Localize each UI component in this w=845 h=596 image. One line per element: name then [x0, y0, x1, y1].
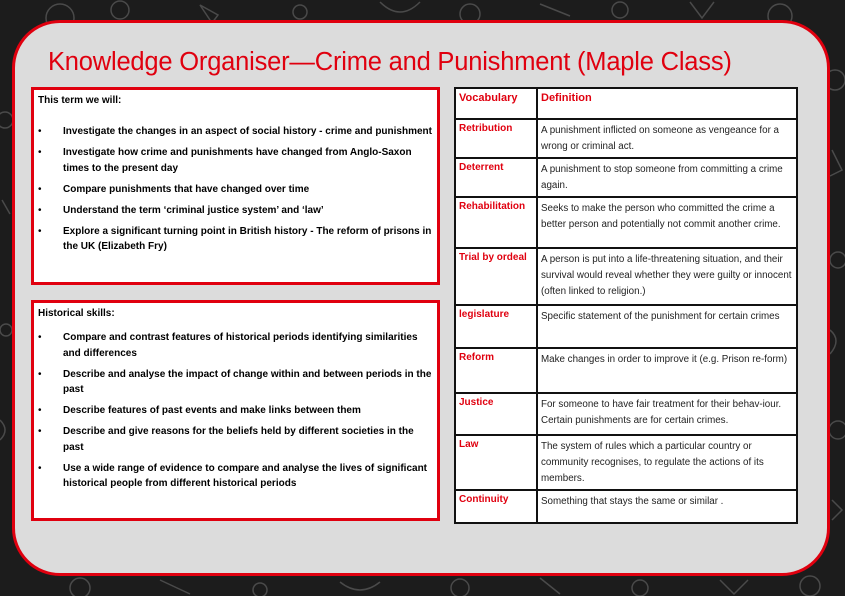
historical-skills-box [31, 300, 440, 521]
historical-skills-heading: Historical skills: [38, 308, 115, 319]
vocab-term: Retribution [455, 119, 537, 158]
vocab-term: Deterrent [455, 158, 537, 197]
list-item: • Compare and contrast features of historical periods identifying similarities and differences [38, 332, 418, 359]
vocab-definition: For someone to have fair treatment for their behav-iour. Certain punishments are for certain crimes. [537, 393, 797, 435]
list-item: • Investigate how crime and punishments have changed from Anglo-Saxon times to the present day [38, 147, 412, 174]
table-row [455, 490, 797, 523]
vocab-definition: The system of rules which a particular country or community recognises, to regulate the actions of its members. [537, 435, 797, 490]
vocab-definition: A person is put into a life-threatening situation, and their survival would reveal whether they were guilty or innocent (often linked to religion.) [537, 248, 797, 305]
list-item: • Use a wide range of evidence to compare and analyse the lives of significant historical people from different historical periods [38, 462, 428, 489]
vocab-definition: Make changes in order to improve it (e.g. Prison re-form) [537, 348, 797, 393]
table-header-row [455, 88, 797, 119]
vocabulary-header: Vocabulary [455, 88, 537, 119]
list-item: • Explore a significant turning point in British history - The reform of prisons in the UK (Elizabeth Fry) [38, 225, 432, 252]
vocab-definition: A punishment inflicted on someone as vengeance for a wrong or criminal act. [537, 119, 797, 158]
vocab-term: Justice [455, 393, 537, 435]
term-goals-box [31, 87, 440, 285]
vocab-definition: A punishment to stop someone from committing a crime again. [537, 158, 797, 197]
historical-skills-list [34, 330, 437, 497]
list-item: • Describe features of past events and make links between them [38, 405, 361, 416]
vocabulary-table [454, 87, 798, 524]
table-row [455, 348, 797, 393]
table-row [455, 393, 797, 435]
vocab-definition: Specific statement of the punishment for certain crimes [537, 305, 797, 348]
table-row [455, 435, 797, 490]
vocab-term: Trial by ordeal [455, 248, 537, 305]
page-title: Knowledge Organiser—Crime and Punishment (Maple Class) [48, 48, 732, 76]
list-item: • Describe and analyse the impact of change within and between periods in the past [38, 368, 432, 395]
table-row [455, 248, 797, 305]
list-item: • Investigate the changes in an aspect of social history - crime and punishment [38, 126, 432, 137]
vocab-definition: Seeks to make the person who committed the crime a better person and potentially not commit another crime. [537, 197, 797, 248]
term-goals-list [34, 124, 437, 260]
list-item: • Compare punishments that have changed over time [38, 183, 310, 195]
vocab-definition: Something that stays the same or similar . [537, 490, 797, 523]
table-row [455, 158, 797, 197]
vocab-term: Rehabilitation [455, 197, 537, 248]
vocab-term: Reform [455, 348, 537, 393]
list-item: • Describe and give reasons for the beliefs held by different societies in the past [38, 426, 414, 453]
list-item: • Understand the term ‘criminal justice system’ and ‘law’ [38, 204, 324, 216]
table-row [455, 305, 797, 348]
vocab-term: Law [455, 435, 537, 490]
table-row [455, 119, 797, 158]
vocab-term: Continuity [455, 490, 537, 523]
term-goals-heading: This term we will: [38, 95, 122, 106]
definition-header: Definition [537, 88, 797, 119]
vocab-term: legislature [455, 305, 537, 348]
table-row [455, 197, 797, 248]
